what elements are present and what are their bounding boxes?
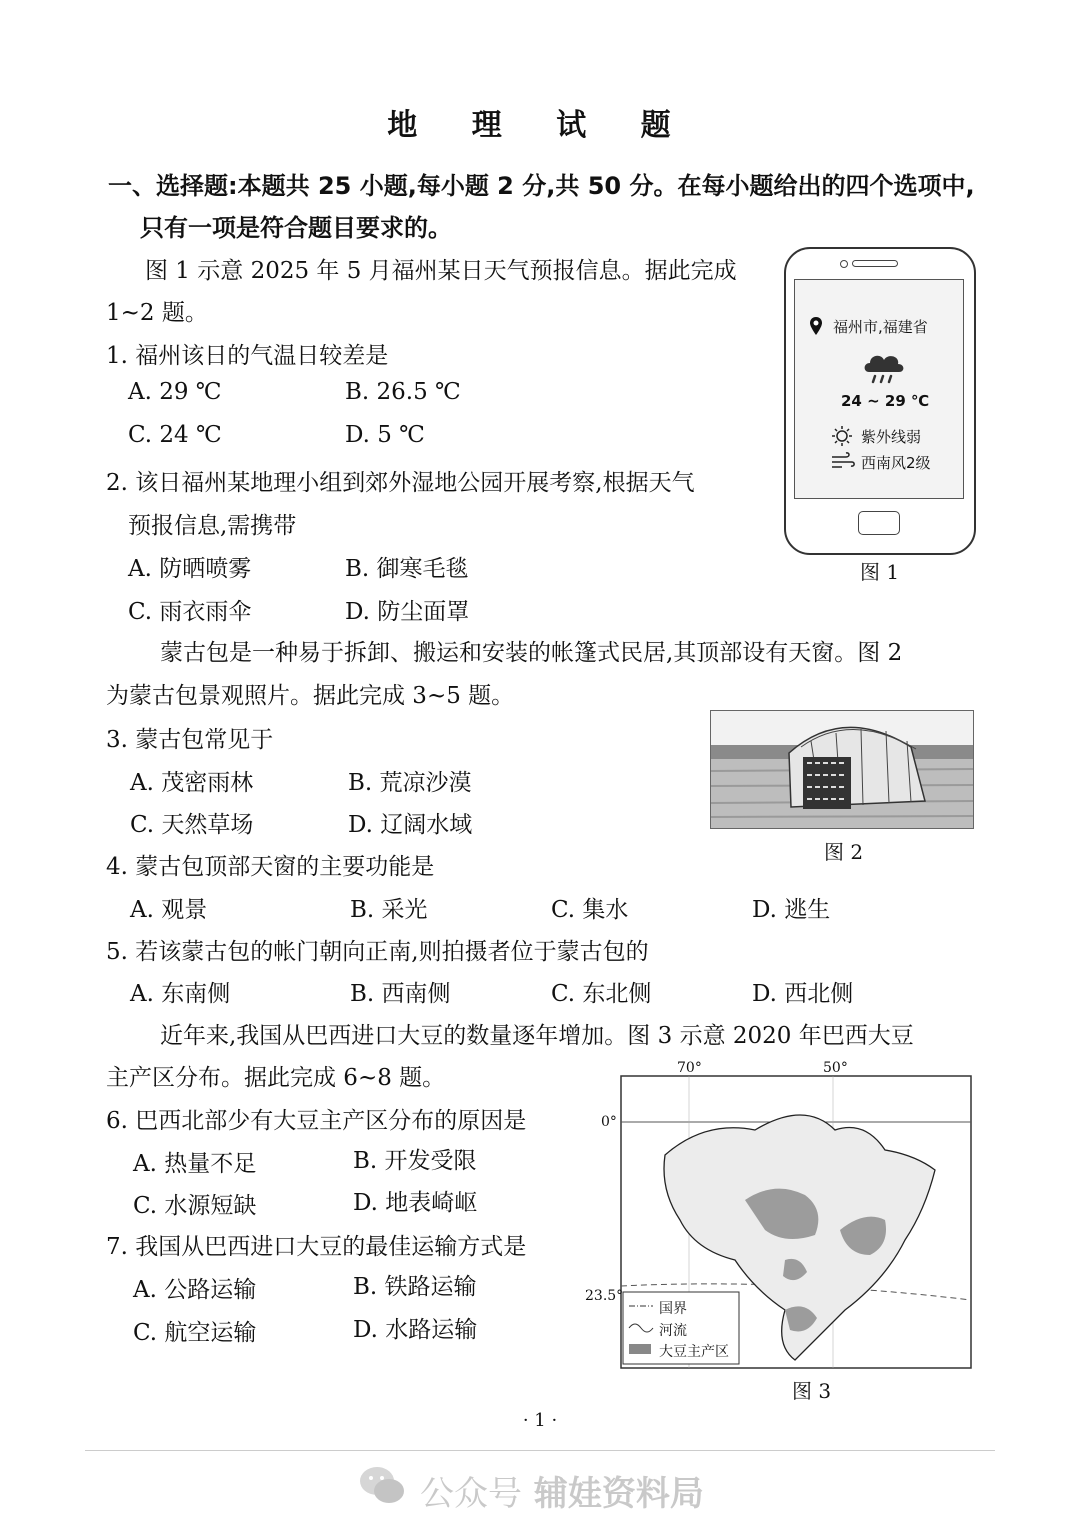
question-7-option-c[interactable]: C. 航空运输 (133, 1320, 257, 1346)
question-3-option-b[interactable]: B. 荒凉沙漠 (348, 770, 472, 796)
yurt-illustration (711, 711, 973, 828)
intro-3-line1: 近年来,我国从巴西进口大豆的数量逐年增加。图 3 示意 2020 年巴西大豆 (160, 1023, 914, 1049)
page-number: · 1 · (522, 1410, 558, 1431)
watermark-label: 公众号 (420, 1474, 522, 1514)
intro-3-line2: 主产区分布。据此完成 6~8 题。 (106, 1065, 446, 1091)
question-7-option-d[interactable]: D. 水路运输 (353, 1317, 478, 1343)
question-5-option-d[interactable]: D. 西北侧 (752, 981, 854, 1007)
map-lon-70: 70° (677, 1060, 702, 1076)
legend-soy-region: 大豆主产区 (659, 1344, 729, 1360)
intro-2-line1: 蒙古包是一种易于拆卸、搬运和安装的帐篷式民居,其顶部设有天窗。图 2 (160, 640, 903, 666)
question-2-option-b[interactable]: B. 御寒毛毯 (345, 556, 469, 582)
intro-2-line2: 为蒙古包景观照片。据此完成 3~5 题。 (106, 683, 515, 709)
question-5-stem: 5. 若该蒙古包的帐门朝向正南,则拍摄者位于蒙古包的 (106, 939, 649, 965)
uv-sun-icon (831, 425, 853, 447)
phone-camera (840, 260, 848, 268)
intro-1-line1: 图 1 示意 2025 年 5 月福州某日天气预报信息。据此完成 (145, 258, 737, 284)
question-3-option-d[interactable]: D. 辽阔水域 (348, 812, 473, 838)
question-5-option-a[interactable]: A. 东南侧 (130, 981, 231, 1007)
question-6-option-c[interactable]: C. 水源短缺 (133, 1193, 257, 1219)
question-3-option-c[interactable]: C. 天然草场 (130, 812, 254, 838)
brazil-soy-map (585, 1060, 975, 1370)
figure-3-caption: 图 3 (792, 1379, 832, 1403)
watermark-name: 辅娃资料局 (533, 1474, 704, 1514)
question-5-option-c[interactable]: C. 东北侧 (551, 981, 652, 1007)
weather-wind: 西南风2级 (861, 454, 931, 472)
footer-divider (85, 1450, 995, 1451)
rain-cloud-icon (861, 348, 907, 388)
map-lat-tropic: 23.5° (585, 1288, 624, 1304)
question-7-option-a[interactable]: A. 公路运输 (133, 1277, 257, 1303)
weather-location: 福州市,福建省 (833, 318, 928, 336)
legend-river: 河流 (659, 1323, 687, 1339)
question-7-option-b[interactable]: B. 铁路运输 (353, 1274, 477, 1300)
location-pin-icon (809, 316, 823, 336)
question-4-option-d[interactable]: D. 逃生 (752, 897, 831, 923)
question-4-option-a[interactable]: A. 观景 (130, 897, 208, 923)
question-1-option-c[interactable]: C. 24 ℃ (128, 422, 222, 448)
question-6-option-a[interactable]: A. 热量不足 (133, 1151, 257, 1177)
question-1-stem: 1. 福州该日的气温日较差是 (106, 343, 389, 369)
question-2-option-d[interactable]: D. 防尘面罩 (345, 599, 470, 625)
watermark-text (420, 1466, 704, 1515)
question-2-stem-line2: 预报信息,需携带 (128, 513, 297, 539)
question-5-option-b[interactable]: B. 西南侧 (350, 981, 451, 1007)
map-lat-equator: 0° (601, 1114, 617, 1130)
phone-home-button (858, 511, 900, 535)
question-6-stem: 6. 巴西北部少有大豆主产区分布的原因是 (106, 1108, 527, 1134)
question-2-stem-line1: 2. 该日福州某地理小组到郊外湿地公园开展考察,根据天气 (106, 470, 695, 496)
question-2-option-a[interactable]: A. 防晒喷雾 (128, 556, 252, 582)
question-2-option-c[interactable]: C. 雨衣雨伞 (128, 599, 252, 625)
figure-1-caption: 图 1 (860, 560, 900, 584)
section-heading-line1: 一、选择题:本题共 25 小题,每小题 2 分,共 50 分。在每小题给出的四个选项中, (108, 172, 975, 200)
question-4-option-b[interactable]: B. 采光 (350, 897, 428, 923)
map-lon-50: 50° (823, 1060, 848, 1076)
question-3-option-a[interactable]: A. 茂密雨林 (130, 770, 254, 796)
figure-3-map (585, 1060, 975, 1370)
question-7-stem: 7. 我国从巴西进口大豆的最佳运输方式是 (106, 1234, 527, 1260)
wechat-icon (358, 1464, 406, 1508)
page-title: 地 理 试 题 (387, 108, 693, 143)
question-1-option-a[interactable]: A. 29 ℃ (128, 379, 222, 405)
phone-speaker (852, 260, 898, 267)
weather-temperature: 24 ~ 29 ℃ (841, 392, 930, 410)
question-3-stem: 3. 蒙古包常见于 (106, 727, 274, 753)
question-4-option-c[interactable]: C. 集水 (551, 897, 629, 923)
question-4-stem: 4. 蒙古包顶部天窗的主要功能是 (106, 854, 435, 880)
question-6-option-b[interactable]: B. 开发受限 (353, 1148, 477, 1174)
question-1-option-b[interactable]: B. 26.5 ℃ (345, 379, 461, 405)
wind-icon (831, 452, 855, 470)
figure-2-caption: 图 2 (824, 840, 864, 864)
question-1-option-d[interactable]: D. 5 ℃ (345, 422, 425, 448)
intro-1-line2: 1~2 题。 (106, 300, 208, 326)
weather-uv: 紫外线弱 (861, 428, 922, 446)
phone-screen (794, 279, 964, 499)
figure-1-phone (784, 247, 976, 555)
question-6-option-d[interactable]: D. 地表崎岖 (353, 1190, 478, 1216)
section-heading-line2: 只有一项是符合题目要求的。 (140, 214, 452, 242)
legend-border: 国界 (659, 1301, 687, 1317)
figure-2-yurt-photo (710, 710, 974, 829)
